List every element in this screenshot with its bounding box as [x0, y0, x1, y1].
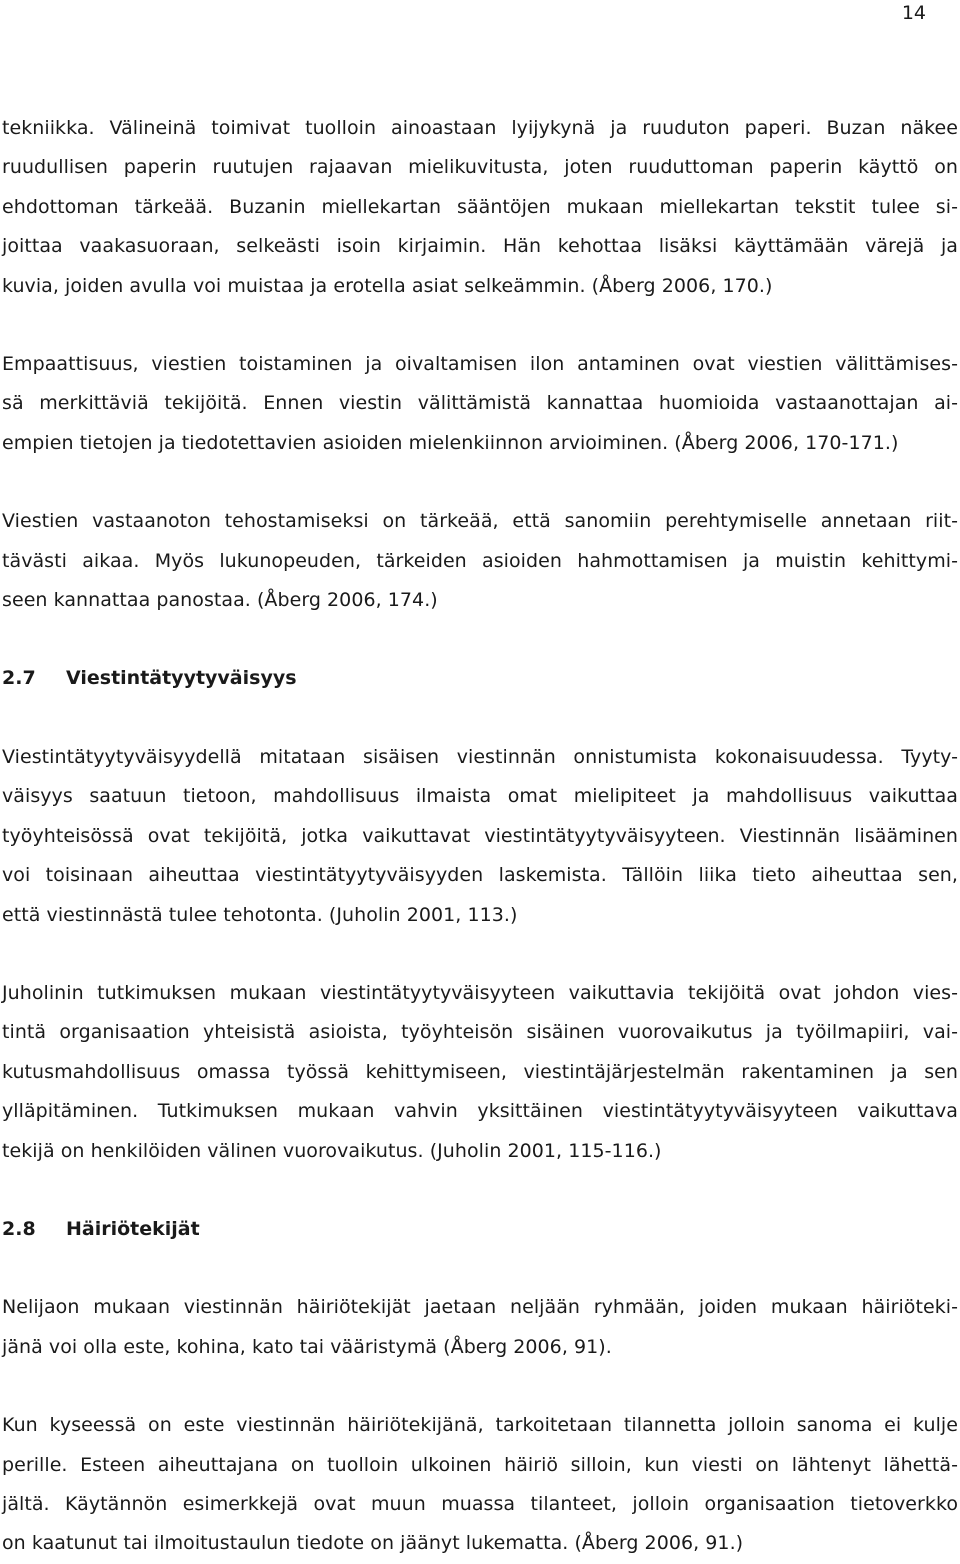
paragraph-gap: [2, 1249, 958, 1288]
paragraph-juholin-study: [2, 974, 958, 1171]
text-line: empien tietojen ja tiedotettavien asioiden mielenkiinnon arvioiminen. (Åberg 2006, 170-171.): [2, 431, 899, 454]
text-line: tekijä on henkilöiden välinen vuorovaikutus. (Juholin 2001, 115-116.): [2, 1139, 662, 1162]
text-line: ehdottoman tärkeää. Buzanin miellekartan sääntöjen mukaan miellekartan tekstit tulee si-: [2, 195, 958, 218]
text-line: Viestien vastaanoton tehostamiseksi on tärkeää, että sanomiin perehtymiselle annetaan riit-: [2, 510, 958, 533]
paragraph-gap: [2, 699, 958, 738]
text-line: jältä. Käytännön esimerkkejä ovat muun muassa tilanteet, jolloin organisaation tietoverkko: [2, 1492, 958, 1515]
page-number: 14: [901, 2, 926, 24]
paragraph-obstacle: [2, 1406, 958, 1564]
text-line: Viestintätyytyväisyydellä mitataan sisäisen viestinnän onnistumista kokonaisuudessa. Tyyty-: [2, 745, 958, 768]
section-heading-2-8: [2, 1210, 958, 1249]
text-line: jänä voi olla este, kohina, kato tai vääristymä (Åberg 2006, 91).: [2, 1335, 612, 1358]
text-line: Empaattisuus, viestien toistaminen ja oivaltamisen ilon antaminen ovat viestien välittämises-: [2, 353, 958, 376]
text-line: Juholinin tutkimuksen mukaan viestintätyytyväisyyteen vaikuttavia tekijöitä ovat johdon vies-: [2, 981, 958, 1004]
text-line: ruudullisen paperin ruutujen rajaavan mielikuvitusta, joten ruuduttoman paperin käyttö on: [2, 156, 958, 179]
paragraph-gap: [2, 620, 958, 659]
section-number: 2.8: [2, 1217, 36, 1240]
paragraph-noise-factors: [2, 1288, 958, 1367]
text-line: kuvia, joiden avulla voi muistaa ja erotella asiat selkeämmin. (Åberg 2006, 170.): [2, 274, 773, 297]
text-line: joittaa vaakasuoraan, selkeästi isoin kirjaimin. Hän kehottaa lisäksi käyttämään värejä ja: [2, 235, 958, 258]
paragraph-empathy: [2, 345, 958, 463]
section-number: 2.7: [2, 667, 36, 690]
text-line: voi toisinaan aiheuttaa viestintätyytyväisyyden laskemista. Tällöin liika tieto aiheuttaa sen,: [2, 864, 958, 887]
text-line: ylläpitäminen. Tutkimuksen mukaan vahvin yksittäinen viestintätyytyväisyyteen vaikuttava: [2, 1100, 958, 1123]
section-title: Häiriötekijät: [66, 1217, 200, 1240]
paragraph-gap: [2, 1171, 958, 1210]
paragraph-gap: [2, 935, 958, 974]
text-line: on kaatunut tai ilmoitustaulun tiedote on jäänyt lukematta. (Åberg 2006, 91.): [2, 1532, 744, 1555]
text-line: Nelijaon mukaan viestinnän häiriötekijät jaetaan neljään ryhmään, joiden mukaan häiriöteki-: [2, 1296, 958, 1319]
paragraph-gap: [2, 306, 958, 345]
paragraph-gap: [2, 1367, 958, 1406]
paragraph-communication-satisfaction: [2, 738, 958, 935]
text-line: että viestinnästä tulee tehotonta. (Juholin 2001, 113.): [2, 903, 518, 926]
paragraph-message-reception: [2, 502, 958, 620]
text-line: perille. Esteen aiheuttajana on tuolloin ulkoinen häiriö silloin, kun viesti on lähtenyt lähettä-: [2, 1453, 958, 1476]
section-title: Viestintätyytyväisyys: [66, 667, 297, 690]
text-line: väisyys saatuun tietoon, mahdollisuus ilmaista omat mielipiteet ja mahdollisuus vaikuttaa: [2, 785, 958, 808]
text-line: tävästi aikaa. Myös lukunopeuden, tärkeiden asioiden hahmottamisen ja muistin kehittymi-: [2, 549, 958, 572]
paragraph-mind-map-rules: [2, 109, 958, 306]
text-line: työyhteisössä ovat tekijöitä, jotka vaikuttavat viestintätyytyväisyyteen. Viestinnän lisääminen: [2, 824, 958, 847]
text-line: tekniikka. Välineinä toimivat tuolloin ainoastaan lyijykynä ja ruuduton paperi. Buzan näkee: [2, 117, 958, 139]
text-line: Kun kyseessä on este viestinnän häiriötekijänä, tarkoitetaan tilannetta jolloin sanoma ei kulje: [2, 1414, 958, 1437]
text-line: tintä organisaation yhteisistä asioista, työyhteisön sisäinen vuorovaikutus ja työilmapiiri, vai-: [2, 1021, 958, 1044]
text-line: seen kannattaa panostaa. (Åberg 2006, 174.): [2, 589, 438, 612]
text-line: sä merkittäviä tekijöitä. Ennen viestin välittämistä kannattaa huomioida vastaanottajan ai-: [2, 392, 958, 415]
text-line: kutusmahdollisuus omassa työssä kehittymiseen, viestintäjärjestelmän rakentaminen ja sen: [2, 1060, 958, 1083]
section-heading-2-7: [2, 659, 958, 698]
document-body: [2, 109, 958, 1564]
paragraph-gap: [2, 463, 958, 502]
